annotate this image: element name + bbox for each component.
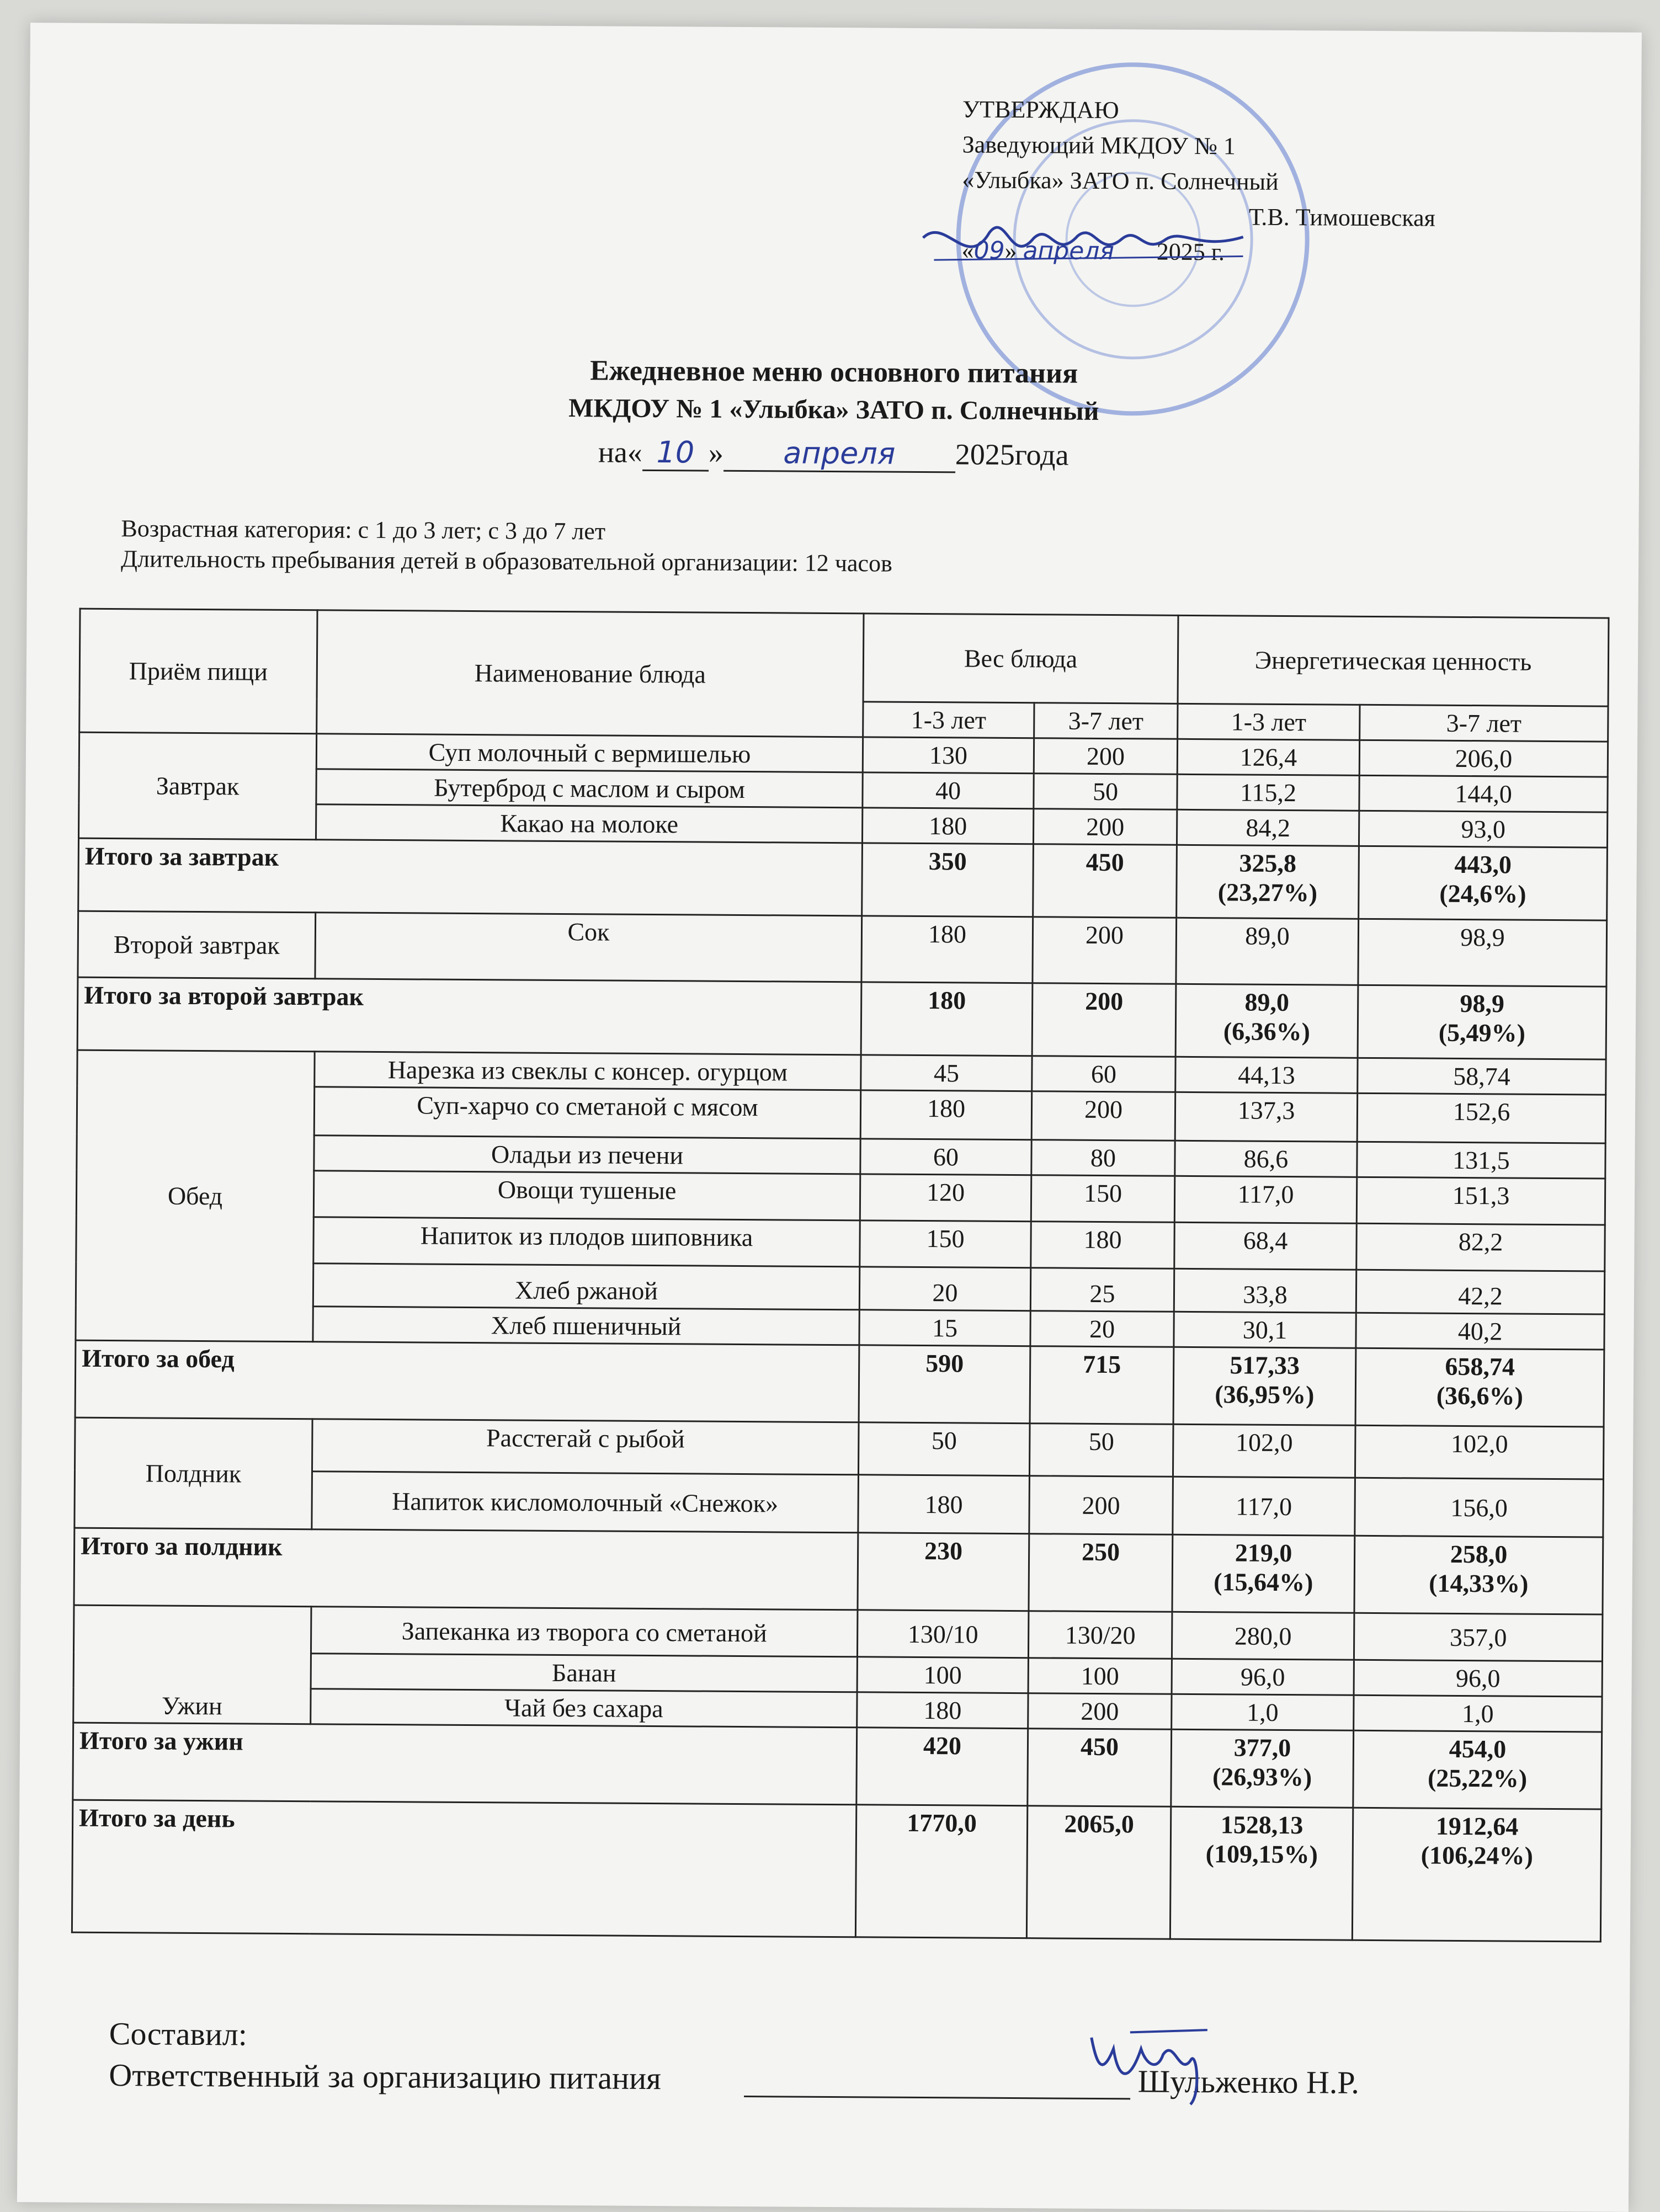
document-page [17, 23, 1642, 2212]
total-label: Итого за второй завтрак [77, 977, 861, 1055]
table-row: Завтрак Суп молочный с вермишелью 130 200 126,4 206,0 [79, 732, 1608, 777]
total-row: Итого за полдник 230 250 219,0 (15,64%) 258,0 (14,33%) [74, 1528, 1603, 1614]
dish-cell: Оладьи из печени [314, 1136, 860, 1174]
approval-name: Т.В. Тимошевская [1248, 203, 1435, 232]
menu-title: Ежедневное меню основного питания [590, 355, 1078, 390]
table-row: Какао на молоке 180 200 84,2 93,0 [78, 803, 1607, 848]
total-row: Итого за ужин 420 450 377,0 (26,93%) 454,0 (25,22%) [73, 1723, 1602, 1809]
dish-cell: Какао на молоке [316, 804, 862, 843]
header-weight-3-7: 3-7 лет [1034, 703, 1178, 739]
dish-cell: Нарезка из свеклы с консер. огурцом [315, 1052, 861, 1090]
approval-block: УТВЕРЖДАЮ Заведующий МКДОУ № 1 «Улыбка» ЗАТО п. Солнечный Т.В. Тимошевская «09» апреля 2025 г. [961, 92, 1436, 271]
meal-cell: Обед [76, 1050, 315, 1342]
approval-org: «Улыбка» ЗАТО п. Солнечный [962, 166, 1279, 195]
composed-label: Составил: [109, 2016, 248, 2053]
dish-cell: Овощи тушеные [313, 1171, 860, 1220]
header-energy: Энергетическая ценность [1178, 615, 1609, 706]
dish-cell: Суп молочный с вермишелью [316, 734, 863, 772]
approval-position: Заведующий МКДОУ № 1 [962, 131, 1236, 160]
total-label: Итого за полдник [74, 1528, 858, 1610]
table-header-row [79, 609, 1609, 706]
menu-date: на« 10 » апреля 2025года [28, 431, 1639, 477]
table-row: Напиток кисломолочный «Снежок» 180 200 117,0 156,0 [75, 1470, 1604, 1537]
table-row: Второй завтрак Сок 180 200 89,0 98,9 [78, 911, 1607, 987]
total-label: Итого за ужин [73, 1723, 857, 1805]
menu-date-year: 2025года [955, 438, 1069, 472]
header-weight: Вес блюда [863, 614, 1178, 703]
approval-date-day: 09 [973, 236, 1005, 265]
dish-cell: Напиток из плодов шиповника [313, 1217, 860, 1267]
dish-cell: Банан [311, 1654, 857, 1692]
table-row: Обед Нарезка из свеклы с консер. огурцом 45 60 44,13 58,74 [77, 1050, 1606, 1095]
menu-date-day: 10 [642, 435, 709, 472]
table-row: Хлеб пшеничный 15 20 30,1 40,2 [76, 1305, 1604, 1350]
approval-date-year: 2025 г. [1156, 238, 1225, 266]
menu-subtitle: МКДОУ № 1 «Улыбка» ЗАТО п. Солнечный [568, 393, 1099, 426]
dish-cell: Напиток кисломолочный «Снежок» [312, 1472, 859, 1533]
dish-cell: Хлеб пшеничный [313, 1307, 859, 1345]
table-row: Банан 100 100 96,0 96,0 [73, 1652, 1602, 1697]
dish-cell: Чай без сахара [311, 1689, 857, 1728]
table-row: Бутерброд с маслом и сыром 40 50 115,2 144,0 [79, 767, 1608, 812]
table-row: Оладьи из печени 60 80 86,6 131,5 [77, 1134, 1605, 1179]
table-row: Чай без сахара 180 200 1,0 1,0 [73, 1687, 1602, 1732]
signature-line [744, 2065, 1130, 2099]
header-weight-1-3: 1-3 лет [863, 702, 1034, 738]
table-row: Овощи тушеные 120 150 117,0 151,3 [76, 1169, 1605, 1225]
meal-cell: Полдник [75, 1417, 312, 1529]
dish-cell: Запеканка из творога со сметаной [311, 1607, 858, 1657]
total-row: Итого за завтрак 350 450 325,8 (23,27%) 443,0 (24,6%) [78, 838, 1608, 920]
total-row: Итого за второй завтрак 180 200 89,0 (6,36%) 98,9 (5,49%) [77, 977, 1606, 1059]
menu-date-month: апреля [723, 435, 955, 473]
dish-cell: Бутерброд с маслом и сыром [316, 769, 863, 808]
meal-cell: Ужин [73, 1605, 311, 1724]
meal-cell: Второй завтрак [78, 911, 316, 979]
dish-cell: Суп-харчо со сметаной с мясом [314, 1087, 861, 1139]
table-row: Суп-харчо со сметаной с мясом 180 200 137,3 152,6 [77, 1085, 1606, 1143]
responsible-name: Шульженко Н.Р. [1137, 2063, 1360, 2101]
responsible-label: Ответственный за организацию питания [109, 2057, 661, 2097]
responsible-signature [1080, 2016, 1224, 2110]
dish-cell: Хлеб ржаной [313, 1264, 859, 1310]
total-label: Итого за день [72, 1800, 856, 1937]
approval-heading: УТВЕРЖДАЮ [962, 95, 1119, 124]
header-meal: Приём пищи [79, 609, 317, 734]
dish-cell: Расстегай с рыбой [312, 1419, 859, 1475]
meal-cell: Завтрак [78, 732, 316, 840]
day-total-row: Итого за день 1770,0 2065,0 1528,13 (109,15%) 1912,64 (106,24%) [72, 1800, 1601, 1942]
header-energy-1-3: 1-3 лет [1178, 703, 1360, 740]
total-row: Итого за обед 590 715 517,33 (36,95%) 658,74 (36,6%) [75, 1340, 1604, 1427]
director-signature [912, 205, 1265, 295]
total-label: Итого за обед [75, 1340, 859, 1422]
approval-date-month: апреля [1023, 237, 1115, 266]
header-dish: Наименование блюда [317, 610, 864, 737]
table-row: Хлеб ржаной 20 25 33,8 42,2 [76, 1262, 1604, 1314]
menu-table [71, 608, 1610, 1943]
stay-duration: Длительность пребывания детей в образовательной организации: 12 часов [120, 545, 892, 577]
table-row: Ужин Запеканка из творога со сметаной 130/10 130/20 280,0 357,0 [73, 1605, 1602, 1661]
table-row: Напиток из плодов шиповника 150 180 68,4 82,2 [76, 1216, 1605, 1271]
table-row: Полдник Расстегай с рыбой 50 50 102,0 102,0 [75, 1417, 1604, 1479]
header-energy-3-7: 3-7 лет [1360, 705, 1608, 742]
total-label: Итого за завтрак [78, 838, 863, 916]
age-category: Возрастная категория: с 1 до 3 лет; с 3 до 7 лет [121, 515, 606, 545]
dish-cell: Сок [315, 913, 862, 982]
